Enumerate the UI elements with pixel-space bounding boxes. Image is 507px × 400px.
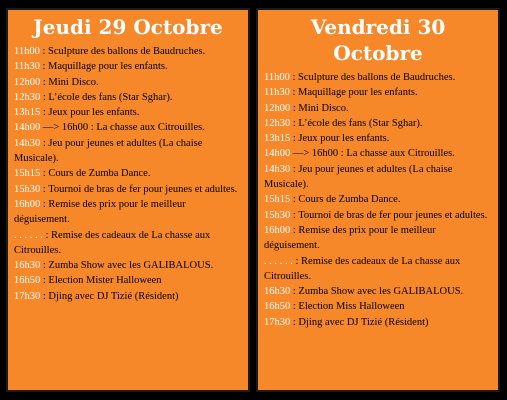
event-item	[264, 131, 492, 146]
event-description: : Tournoi de bras de fer pour jeunes et adultes.	[40, 183, 238, 195]
event-time: 16h00	[14, 198, 41, 210]
event-time: 12h00	[14, 76, 41, 88]
event-time: 11h00	[14, 46, 40, 57]
event-time: 13h15	[14, 107, 41, 119]
event-time: 11h00	[264, 72, 290, 83]
event-description: : Zumba Show avec les GALIBALOUS.	[40, 260, 214, 272]
event-item	[14, 136, 242, 167]
event-time: 13h15	[264, 133, 291, 145]
event-item	[264, 254, 492, 285]
event-description: : Cours de Zumba Dance.	[40, 168, 151, 180]
event-item	[14, 75, 242, 90]
event-description: : Maquillage pour les enfants.	[289, 87, 418, 99]
event-time: 14h30	[264, 163, 291, 175]
day-column-vendredi	[256, 8, 500, 392]
event-item	[14, 197, 242, 228]
event-description: : Remise des prix pour le meilleur déguisement.	[264, 224, 436, 252]
day-title: Jeudi 29 Octobre	[33, 15, 223, 39]
event-time: 15h30	[264, 209, 291, 221]
event-time: 16h00	[264, 224, 291, 236]
day-column-jeudi	[6, 8, 250, 392]
event-item	[14, 289, 242, 304]
event-time: 16h50	[14, 275, 41, 287]
event-time: 16h30	[14, 260, 41, 272]
event-description: : Mini Disco.	[40, 76, 99, 88]
event-item	[14, 90, 242, 105]
event-item	[14, 273, 242, 288]
event-item	[14, 258, 242, 273]
event-time: 15h15	[264, 194, 291, 206]
event-time: 16h30	[264, 286, 291, 298]
event-item	[14, 59, 242, 74]
event-item	[264, 85, 492, 100]
event-item	[264, 208, 492, 223]
event-description: : Jeux pour les enfants.	[290, 133, 390, 145]
event-time: 14h30	[14, 137, 41, 149]
event-item	[264, 284, 492, 299]
event-item	[264, 192, 492, 207]
event-time: 12h30	[14, 91, 41, 103]
event-time: 17h30	[264, 316, 291, 328]
event-description: : Maquillage pour les enfants.	[39, 61, 168, 73]
event-description: : Cours de Zumba Dance.	[290, 194, 401, 206]
event-time: 11h30	[264, 87, 290, 99]
event-description: : Sculpture des ballons de Baudruches.	[289, 72, 456, 83]
event-item	[264, 101, 492, 116]
event-time: . . . . . .	[14, 229, 43, 241]
event-description: : Jeu pour jeunes et adultes (La chaise Musicale).	[14, 137, 203, 165]
event-list	[264, 70, 492, 330]
event-item	[14, 44, 242, 59]
event-time: 15h30	[14, 183, 41, 195]
event-item	[264, 70, 492, 85]
event-time: 16h50	[264, 301, 291, 313]
event-description: : Jeux pour les enfants.	[40, 107, 140, 119]
event-time: 15h15	[14, 168, 41, 180]
event-time: . . . . . .	[264, 255, 293, 267]
event-item	[264, 162, 492, 193]
event-description: : Remise des cadeaux de La chasse aux Citrouilles.	[14, 229, 211, 256]
event-description: : Jeu pour jeunes et adultes (La chaise Musicale).	[264, 163, 453, 191]
event-time: 12h30	[264, 117, 291, 129]
event-description: : Tournoi de bras de fer pour jeunes et adultes.	[290, 209, 488, 221]
event-item	[14, 105, 242, 120]
event-description: : Sculpture des ballons de Baudruches.	[39, 46, 206, 57]
event-item	[14, 120, 242, 135]
event-item	[264, 116, 492, 131]
event-time: 14h00	[264, 148, 291, 160]
event-description: : L’école des fans (Star Sghar).	[290, 117, 423, 129]
event-item	[264, 299, 492, 314]
event-time: 14h00	[14, 122, 41, 134]
event-description: : Remise des prix pour le meilleur déguisement.	[14, 198, 186, 226]
event-description: : Djing avec DJ Tizié (Résident)	[290, 316, 429, 328]
event-item	[14, 166, 242, 181]
event-description: : L’école des fans (Star Sghar).	[40, 91, 173, 103]
event-item	[264, 146, 492, 161]
event-item	[14, 182, 242, 197]
event-description: : Remise des cadeaux de La chasse aux Citrouilles.	[264, 255, 461, 282]
event-description: : Election Mister Halloween	[40, 275, 162, 287]
event-list	[14, 44, 242, 304]
event-description: —> 16h00 : La chasse aux Citrouilles.	[290, 148, 455, 160]
event-description: : Zumba Show avec les GALIBALOUS.	[290, 286, 464, 298]
event-time: 11h30	[14, 61, 40, 73]
event-item	[264, 315, 492, 330]
event-item	[14, 228, 242, 259]
event-description: : Djing avec DJ Tizié (Résident)	[40, 290, 179, 302]
event-description: : Mini Disco.	[290, 102, 349, 114]
day-title: Vendredi 30 Octobre	[310, 15, 446, 65]
event-description: : Election Miss Halloween	[290, 301, 405, 313]
event-description: —> 16h00 : La chasse aux Citrouilles.	[40, 122, 205, 134]
event-item	[264, 223, 492, 254]
event-time: 12h00	[264, 102, 291, 114]
event-time: 17h30	[14, 290, 41, 302]
